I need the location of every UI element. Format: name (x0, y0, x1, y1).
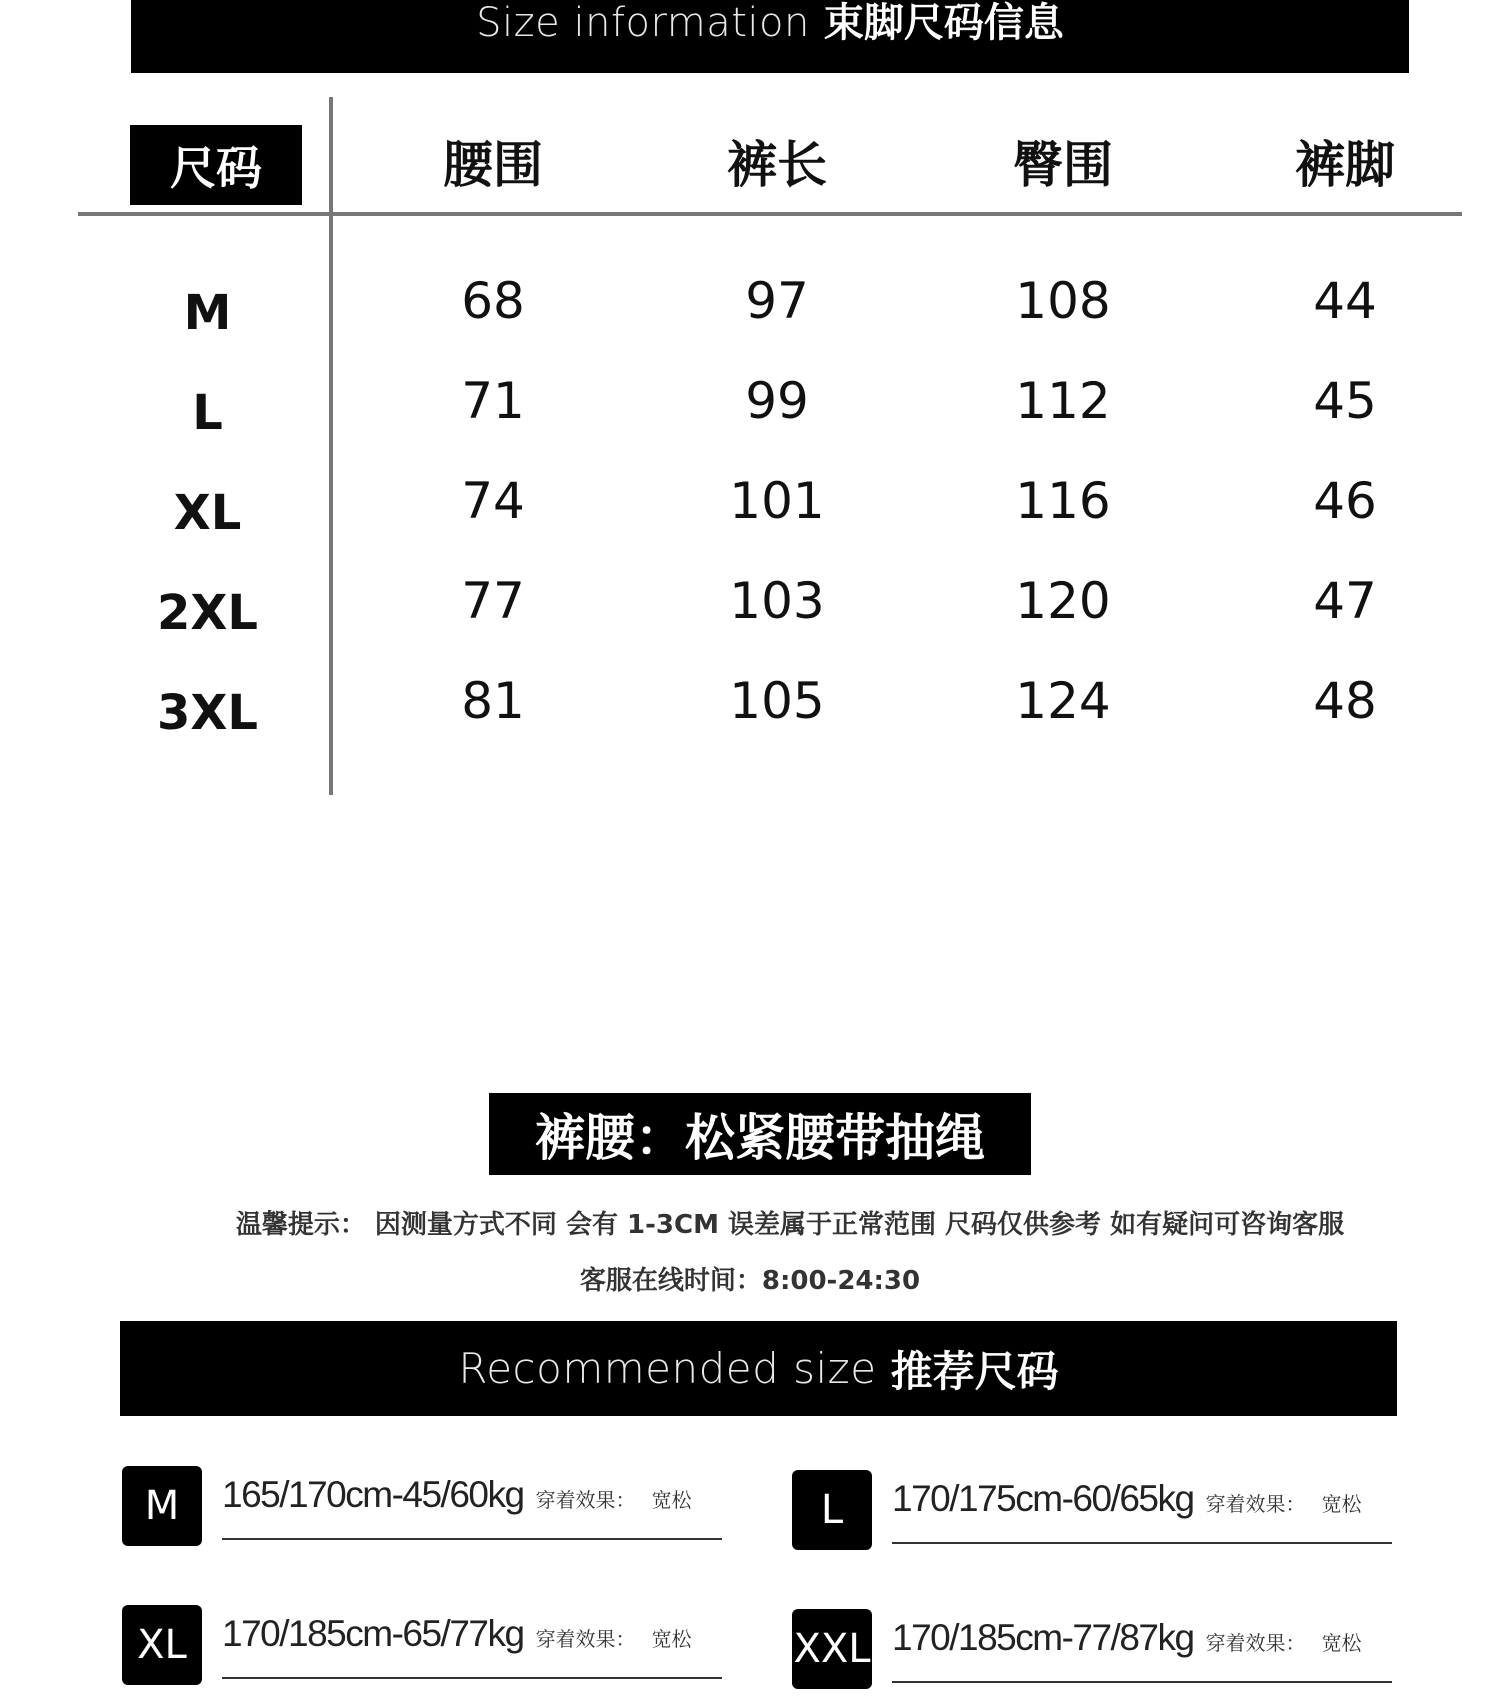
table-cell: 112 (1015, 372, 1111, 430)
recommended-item-l (792, 1470, 1402, 1558)
size-badge: XL (122, 1605, 202, 1685)
table-cell: 46 (1313, 472, 1377, 530)
recommended-line (222, 1613, 722, 1679)
fit-effect-value: 宽松 (1321, 1631, 1362, 1655)
height-weight-text: 170/175cm-60/65kg (892, 1478, 1194, 1519)
table-cell: 74 (461, 472, 525, 530)
table-cell: 48 (1313, 672, 1377, 730)
recommended-item-m (122, 1466, 732, 1554)
fit-effect-label: 穿着效果： (1205, 1492, 1306, 1516)
fit-effect-label: 穿着效果： (535, 1488, 636, 1512)
table-cell: 116 (1015, 472, 1111, 530)
recommended-item-xxl (792, 1609, 1402, 1697)
row-size-label: XL (173, 485, 242, 541)
table-cell: 81 (461, 672, 525, 730)
table-vertical-divider (329, 97, 333, 795)
banner-title-zh: 推荐尺码 (890, 1346, 1059, 1396)
fit-effect-value: 宽松 (651, 1627, 692, 1651)
table-cell: 101 (729, 472, 825, 530)
banner-title-en: Recommended size (458, 1344, 877, 1393)
row-size-label: M (183, 285, 232, 341)
waistband-banner: 裤腰：松紧腰带抽绳 (489, 1093, 1031, 1175)
measurement-tip: 温馨提示： 因测量方式不同 会有 1-3CM 误差属于正常范围 尺码仅供参考 如有疑问可咨询客服 (235, 1210, 1345, 1240)
recommended-size-banner (120, 1321, 1397, 1416)
fit-effect-label: 穿着效果： (1205, 1631, 1306, 1655)
recommended-line (892, 1478, 1392, 1544)
column-header-hem: 裤脚 (1295, 136, 1395, 194)
table-cell: 120 (1015, 572, 1111, 630)
size-badge: L (792, 1470, 872, 1550)
column-header-waist: 腰围 (443, 136, 543, 194)
row-size-label: 2XL (157, 585, 258, 641)
table-cell: 103 (729, 572, 825, 630)
table-cell: 124 (1015, 672, 1111, 730)
row-size-label: L (192, 385, 223, 441)
table-horizontal-divider (78, 212, 1462, 216)
size-badge: XXL (792, 1609, 872, 1689)
banner-title-zh: 束脚尺码信息 (823, 0, 1064, 46)
size-information-banner (131, 0, 1409, 73)
table-cell: 108 (1015, 272, 1111, 330)
column-header-hip: 臀围 (1013, 136, 1113, 194)
table-cell: 97 (745, 272, 809, 330)
height-weight-text: 170/185cm-65/77kg (222, 1613, 524, 1654)
service-hours: 客服在线时间：8:00-24:30 (579, 1266, 921, 1296)
table-cell: 77 (461, 572, 525, 630)
size-column-header: 尺码 (130, 125, 302, 205)
height-weight-text: 170/185cm-77/87kg (892, 1617, 1194, 1658)
table-cell: 99 (745, 372, 809, 430)
row-size-label: 3XL (157, 685, 258, 741)
table-cell: 71 (461, 372, 525, 430)
fit-effect-label: 穿着效果： (535, 1627, 636, 1651)
table-cell: 44 (1313, 272, 1377, 330)
fit-effect-value: 宽松 (1321, 1492, 1362, 1516)
table-cell: 105 (729, 672, 825, 730)
fit-effect-value: 宽松 (651, 1488, 692, 1512)
table-cell: 47 (1313, 572, 1377, 630)
recommended-line (892, 1617, 1392, 1683)
table-cell: 45 (1313, 372, 1377, 430)
banner-title-en: Size information (476, 0, 810, 46)
table-cell: 68 (461, 272, 525, 330)
height-weight-text: 165/170cm-45/60kg (222, 1474, 524, 1515)
size-badge: M (122, 1466, 202, 1546)
recommended-item-xl (122, 1605, 732, 1693)
recommended-line (222, 1474, 722, 1540)
column-header-length: 裤长 (727, 136, 827, 194)
